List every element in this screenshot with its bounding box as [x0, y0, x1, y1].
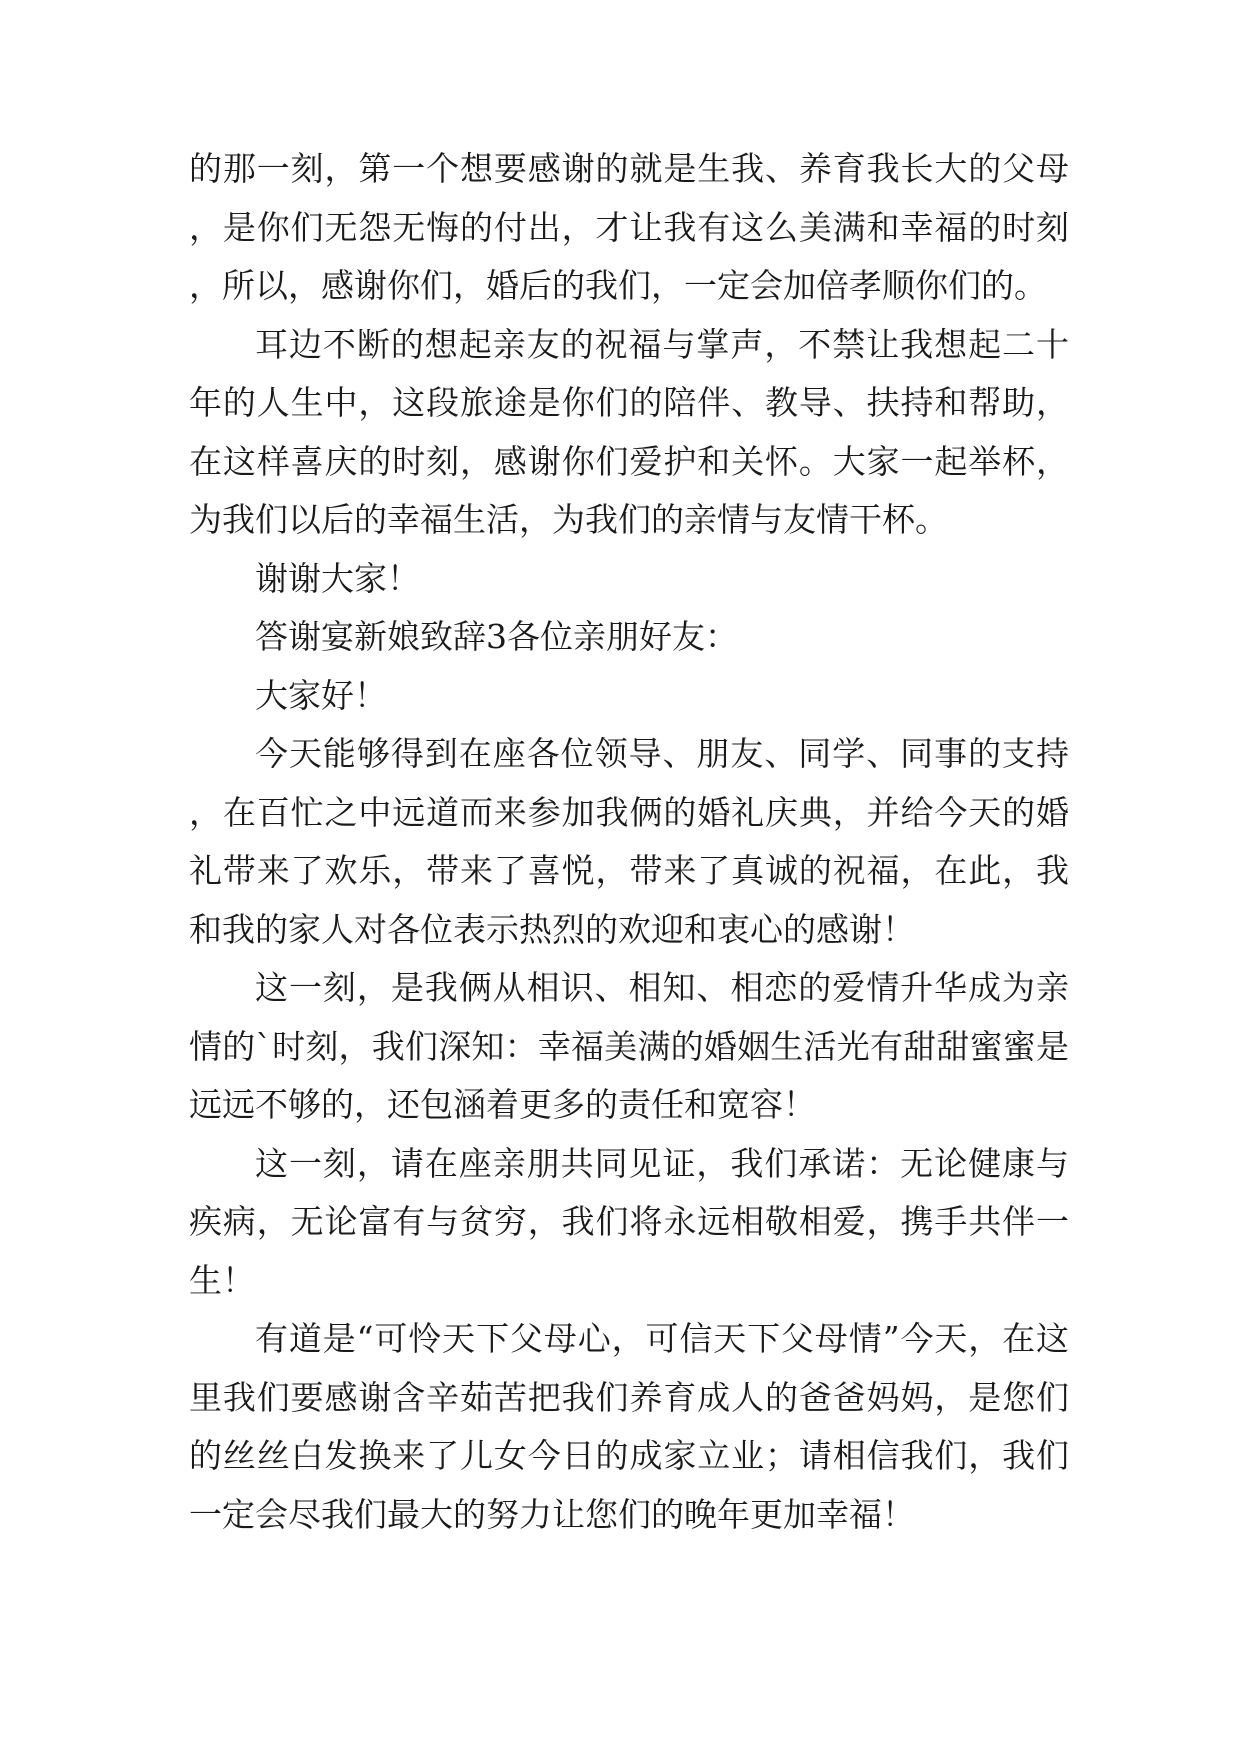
paragraph: 这一刻，请在座亲朋共同见证，我们承诺：无论健康与疾病，无论富有与贫穷，我们将永远相敬相爱，携手共伴一生！	[189, 1143, 1069, 1300]
paragraph: 谢谢大家！	[255, 558, 420, 598]
paragraph: 耳边不断的想起亲友的祝福与掌声，不禁让我想起二十年的人生中，这段旅途是你们的陪伴、教导、扶持和帮助，在这样喜庆的时刻，感谢你们爱护和关怀。大家一起举杯，为我们以后的幸福生活，为我们的亲情与友情干杯。	[189, 324, 1069, 539]
document-body	[189, 140, 1069, 1544]
paragraph: 有道是“可怜天下父母心，可信天下父母情”今天，在这里我们要感谢含辛茹苦把我们养育成人的爸爸妈妈，是您们的丝丝白发换来了儿女今日的成家立业；请相信我们，我们一定会尽我们最大的努力让您们的晚年更加幸福！	[189, 1319, 1069, 1534]
paragraph-greeting: 大家好！	[255, 675, 387, 715]
paragraph: 今天能够得到在座各位领导、朋友、同学、同事的支持，在百忙之中远道而来参加我俩的婚礼庆典，并给今天的婚礼带来了欢乐，带来了喜悦，带来了真诚的祝福，在此，我和我的家人对各位表示热烈的欢迎和衷心的感谢！	[189, 734, 1069, 949]
paragraph-heading: 答谢宴新娘致辞3各位亲朋好友：	[255, 617, 738, 656]
paragraph-continuation: 的那一刻，第一个想要感谢的就是生我、养育我长大的父母，是你们无怨无悔的付出，才让我有这么美满和幸福的时刻，所以，感谢你们，婚后的我们，一定会加倍孝顺你们的。	[189, 149, 1069, 305]
paragraph: 这一刻，是我俩从相识、相知、相恋的爱情升华成为亲情的`时刻，我们深知：幸福美满的婚姻生活光有甜甜蜜蜜是远远不够的，还包涵着更多的责任和宽容！	[189, 968, 1069, 1124]
